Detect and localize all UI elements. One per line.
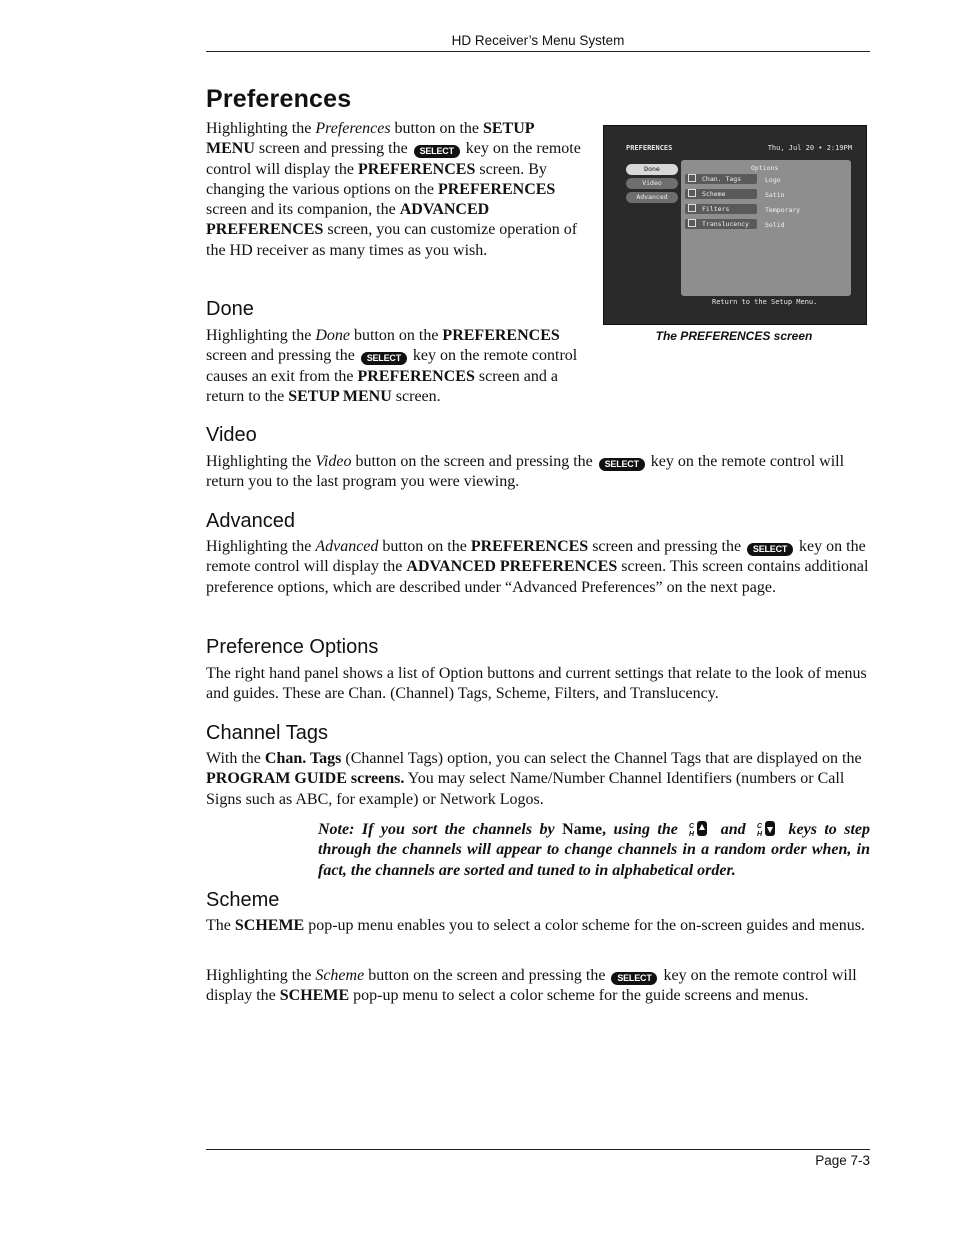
svg-text:H: H [757,831,763,837]
screen-footer-text: Return to the Setup Menu. [712,298,818,306]
select-key-icon: SELECT [611,972,657,985]
done-paragraph: Highlighting the Done button on the PREFERENCES screen and pressing the SELECT key on the remote control causes an exit from the PREFERENCES screen and a return to the SETUP MENU screen. [206,327,578,405]
figure-caption: The PREFERENCES screen [655,329,813,343]
page-number: Page 7-3 [815,1153,870,1168]
screen-option-value: Satin [765,191,785,199]
screen-options-header: Options [751,164,779,172]
screen-option-value: Temporary [765,206,801,214]
svg-text:H: H [689,831,695,837]
heading-preference-options: Preference Options [206,636,379,658]
channel-up-key-icon [689,820,709,837]
video-paragraph: Highlighting the Video button on the screen and pressing the SELECT key on the remote control will return you to the last program you were viewing. [206,453,845,491]
channel-tags-paragraph: With the Chan. Tags (Channel Tags) option, you can select the Channel Tags that are displayed on the PROGRAM GUIDE screens. You may select Name/Number Channel Identifiers (numbers or Call Signs such as ABC, for example) or Network Logos. [206,750,862,808]
select-key-icon: SELECT [747,543,793,556]
screen-title: PREFERENCES [626,144,673,152]
screen-option-translucency: Translucency [685,219,757,229]
heading-video: Video [206,424,257,446]
screen-option-value: Logo [765,176,781,184]
heading-advanced: Advanced [206,510,295,532]
advanced-paragraph: Highlighting the Advanced button on the PREFERENCES screen and pressing the SELECT key on the remote control will display the ADVANCED PREFERENCES screen. This screen contains additional preference options, which are described under “Advanced Preferences” on the next page. [206,538,869,596]
header-rule [206,51,870,52]
svg-text:C: C [689,823,695,830]
preferences-screen-image [603,125,867,325]
select-key-icon: SELECT [599,458,645,471]
select-key-icon: SELECT [361,352,407,365]
preference-options-paragraph: The right hand panel shows a list of Option buttons and current settings that relate to the look of menus and guides. These are Chan. (Channel) Tags, Scheme, Filters, and Translucency. [206,665,867,703]
channel-down-key-icon [757,820,777,837]
heading-scheme: Scheme [206,889,280,911]
screen-option-filters: Filters [685,204,757,214]
note-paragraph: Note: If you sort the channels by Name, using the C H and C H keys to step through the channels will appear to change channels in a random order when, in fact, the channels are sorted and tuned to in alphabetical order. [318,821,871,879]
page-title: Preferences [206,85,352,113]
running-header: HD Receiver’s Menu System [451,33,625,48]
footer-rule [206,1149,870,1150]
heading-channel-tags: Channel Tags [206,722,328,744]
screen-option-chan-tags: Chan. Tags [685,174,757,184]
screen-datetime: Thu, Jul 20 • 2:19PM [767,144,852,152]
screen-done-button: Done [626,164,678,175]
intro-paragraph: Highlighting the Preferences button on the SETUP MENU screen and pressing the SELECT key on the remote control will display the PREFERENCES screen. By changing the various options on the PREFERENCES screen and its companion, the ADVANCED PREFERENCES screen, you can customize operation of the HD receiver as many times as you wish. [206,120,581,259]
scheme-paragraph-2: Highlighting the Scheme button on the screen and pressing the SELECT key on the remote control will display the SCHEME pop-up menu to select a color scheme for the guide screens and menus. [206,967,857,1005]
select-key-icon: SELECT [414,145,460,158]
screen-option-value: Solid [765,221,785,229]
heading-done: Done [206,298,254,320]
screen-advanced-button: Advanced [626,192,678,203]
screen-options-panel [681,160,851,296]
screen-video-button: Video [626,178,678,189]
scheme-paragraph-1: The SCHEME pop-up menu enables you to select a color scheme for the on-screen guides and menus. [206,917,865,934]
screen-option-scheme: Scheme [685,189,757,199]
svg-text:C: C [757,823,763,830]
